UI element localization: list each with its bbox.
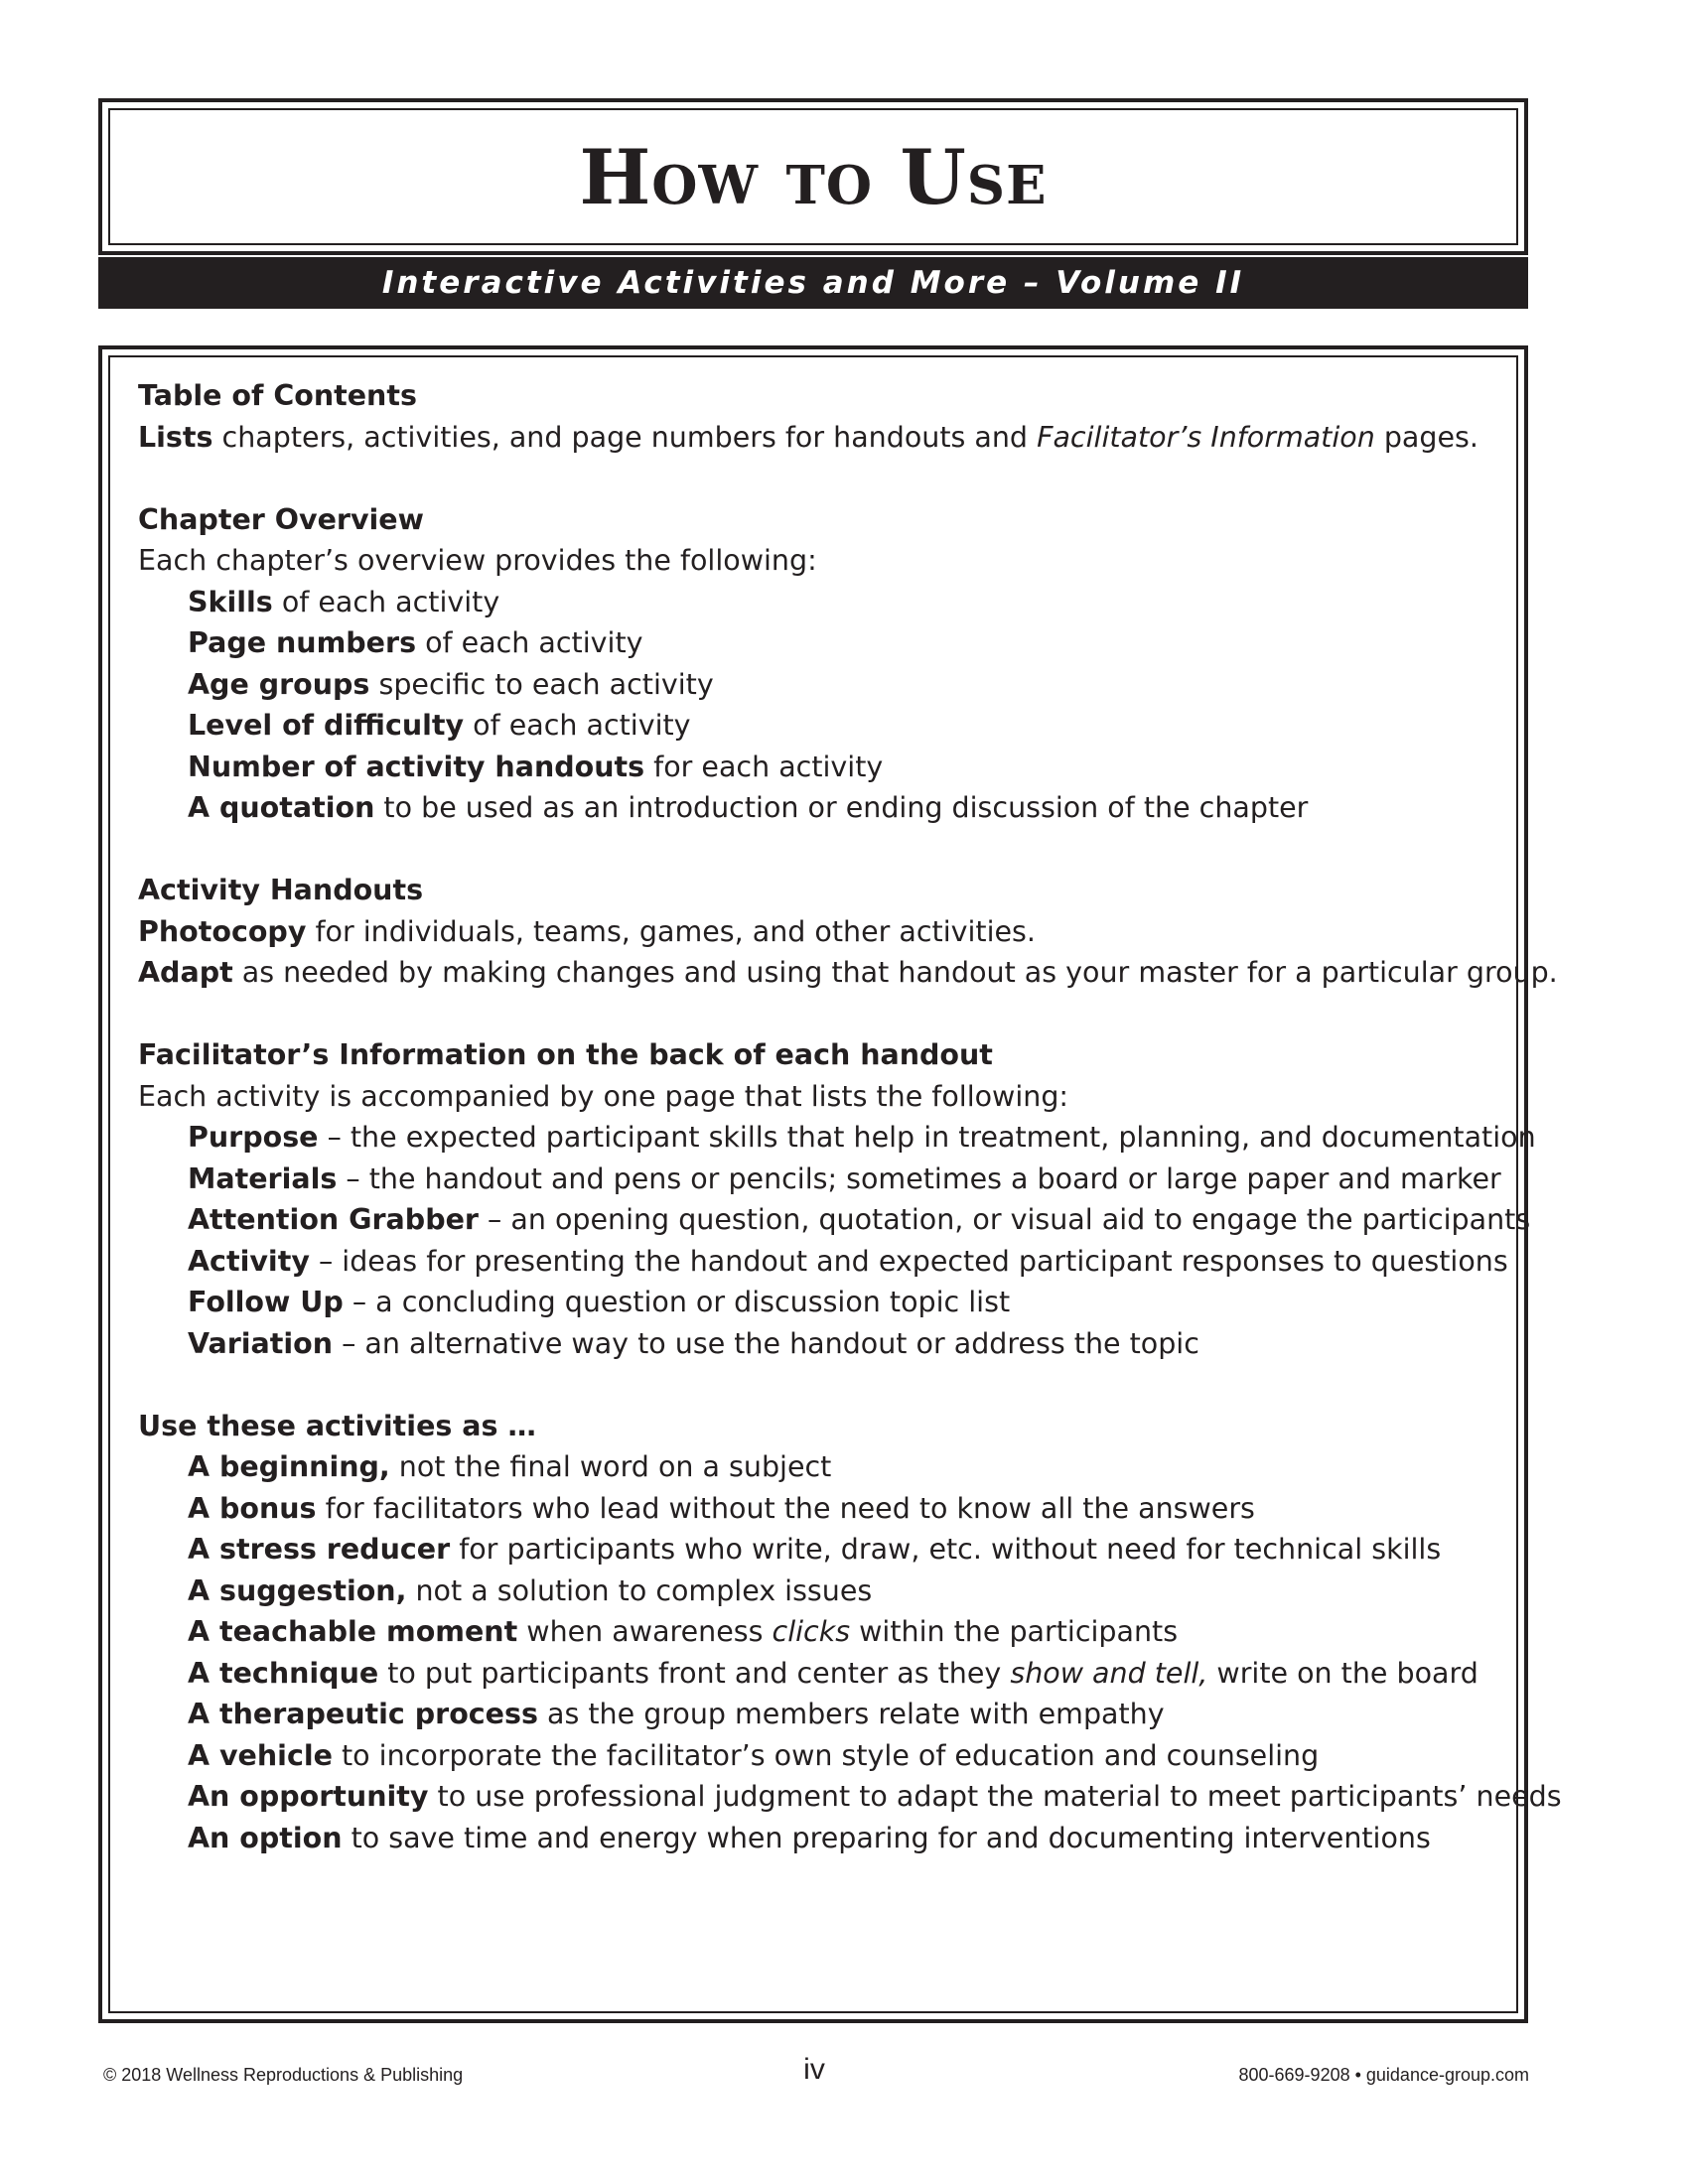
section-activity-handouts [138, 870, 1558, 994]
list-item: A therapeutic process as the group members relate with empathy [188, 1698, 1165, 1730]
list-item: Activity – ideas for presenting the handout and expected participant responses to questions [188, 1244, 1508, 1278]
list-item: An opportunity to use professional judgment to adapt the material to meet participants’ needs [188, 1780, 1562, 1813]
list-item: A technique to put participants front and center as they show and tell, write on the board [188, 1656, 1478, 1690]
list-item: Skills of each activity [188, 585, 500, 618]
section-use-activities [138, 1406, 1562, 1859]
toc-line: Lists chapters, activities, and page numbers for handouts and Facilitator’s Information pages. [138, 420, 1478, 454]
section-heading: Use these activities as … [138, 1409, 536, 1442]
footer-contact: 800-669-9208 • guidance-group.com [1238, 2065, 1529, 2085]
section-heading: Facilitator’s Information on the back of each handout [138, 1038, 993, 1071]
list-item: Photocopy for individuals, teams, games, and other activities. [138, 914, 1036, 948]
list-item: Variation – an alternative way to use the handout or address the topic [188, 1326, 1199, 1360]
footer-copyright: © 2018 Wellness Reproductions & Publishing [103, 2065, 464, 2085]
list-item: Purpose – the expected participant skills that help in treatment, planning, and documentation [188, 1121, 1536, 1154]
list-item: Level of difficulty of each activity [188, 709, 691, 742]
subtitle-bar: Interactive Activities and More – Volume II [98, 257, 1528, 309]
list-item: A bonus for facilitators who lead without the need to know all the answers [188, 1491, 1255, 1525]
list-item: A vehicle to incorporate the facilitator’s own style of education and counseling [188, 1738, 1320, 1772]
list-item: A beginning, not the final word on a subject [188, 1450, 832, 1483]
list-item: Page numbers of each activity [188, 626, 643, 659]
list-item: A teachable moment when awareness clicks within the participants [188, 1615, 1179, 1648]
section-heading: Activity Handouts [138, 874, 424, 906]
list-item: A suggestion, not a solution to complex issues [188, 1573, 873, 1607]
section-table-of-contents [138, 375, 1494, 458]
list-item: An option to save time and energy when preparing for and documenting interventions [188, 1821, 1431, 1854]
list-item: Materials – the handout and pens or pencils; sometimes a board or large paper and marker [188, 1161, 1501, 1195]
page-number: iv [803, 2053, 825, 2086]
list-item: Age groups specific to each activity [188, 667, 714, 701]
list-item: Adapt as needed by making changes and using that handout as your master for a particular group. [138, 956, 1558, 989]
section-intro: Each chapter’s overview provides the following: [138, 544, 817, 577]
header-box [98, 98, 1528, 255]
section-intro: Each activity is accompanied by one page that lists the following: [138, 1079, 1069, 1113]
section-heading: Chapter Overview [138, 502, 424, 536]
content [138, 375, 1562, 1900]
section-chapter-overview [138, 499, 1494, 829]
list-item: A stress reducer for participants who write, draw, etc. without need for technical skills [188, 1533, 1442, 1566]
section-facilitator-information [138, 1034, 1536, 1364]
section-heading: Table of Contents [138, 379, 417, 412]
content-box [98, 345, 1562, 2023]
list-item: Follow Up – a concluding question or discussion topic list [188, 1286, 1011, 1318]
list-item: Attention Grabber – an opening question, quotation, or visual aid to engage the participants [188, 1203, 1531, 1236]
page-title: How to Use [579, 133, 1048, 221]
list-item: Number of activity handouts for each activity [188, 750, 884, 783]
list-item: A quotation to be used as an introduction or ending discussion of the chapter [188, 791, 1309, 824]
